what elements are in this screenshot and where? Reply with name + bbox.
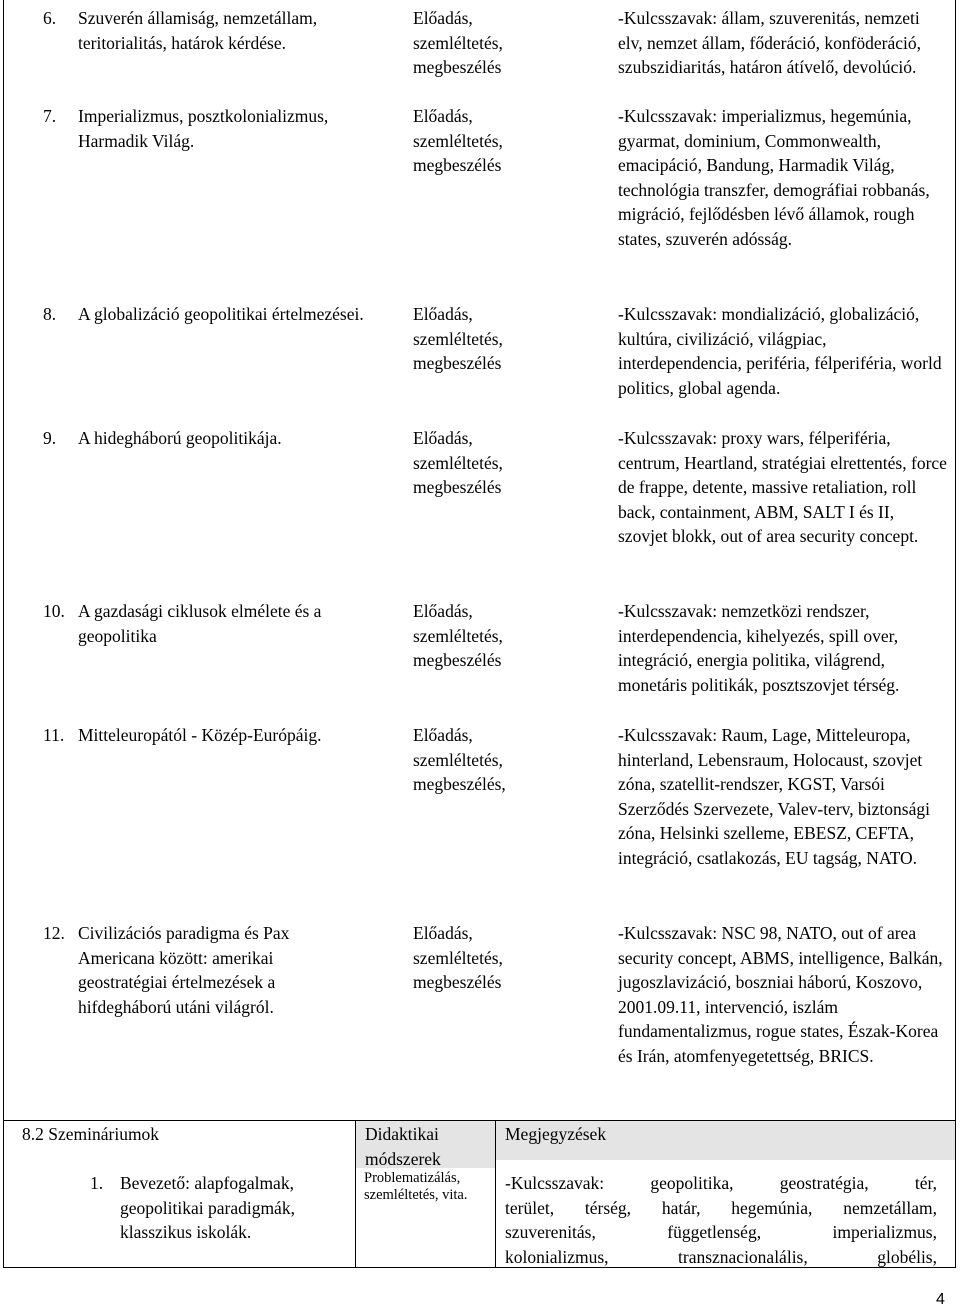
seminar-item-number: 1. xyxy=(90,1173,104,1193)
topic-method: Előadás, szemléltetés, megbeszélés xyxy=(413,428,503,498)
topic-title: 8. A globalizáció geopolitikai értelmezései. xyxy=(43,302,395,327)
topic-method: Előadás, szemléltetés, megbeszélés xyxy=(413,8,503,78)
notes-header: Megjegyzések xyxy=(505,1124,607,1144)
page-number: 4 xyxy=(936,1291,945,1308)
topic-method: Előadás, szemléltetés, megbeszélés xyxy=(413,304,503,374)
topic-title: 7. Imperializmus, posztkolonializmus, Harmadik Világ. xyxy=(43,106,329,151)
seminar-item xyxy=(90,1171,345,1245)
topic-title: 9. A hidegháború geopolitikája. xyxy=(43,426,395,451)
topic-title: 10. A gazdasági ciklusok elmélete és a geopolitika xyxy=(43,601,322,646)
topic-number: 6. xyxy=(43,8,57,28)
topic-notes: -Kulcsszavak: nemzetközi rendszer, interdependencia, kihelyezés, spill over, integráció, energia politika, világrend, monetáris politikák, posztszovjet térség. xyxy=(618,601,900,695)
topic-number: 7. xyxy=(43,106,57,126)
column-divider xyxy=(355,1120,356,1268)
topic-notes: -Kulcsszavak: állam, szuverenitás, nemzeti elv, nemzet állam, főderáció, konföderáció, szubszidiaritás, határon átívelő, devolúció. xyxy=(618,8,922,78)
seminar-header: 8.2 Szemináriumok xyxy=(22,1124,160,1144)
topic-method: Előadás, szemléltetés, megbeszélés xyxy=(413,923,503,993)
topic-notes: -Kulcsszavak: imperializmus, hegemúnia, gyarmat, dominium, Commonwealth, emacipáció, Bandung, Harmadik Világ, technológia transzfer, demográfiai robbanás, migráció, fejlődésben lévő államok, rough states, szuverén adósság. xyxy=(618,106,930,249)
topic-number: 12. xyxy=(43,923,65,943)
topic-title: 11. Mitteleuropától - Közép-Európáig. xyxy=(43,723,395,748)
topic-number: 10. xyxy=(43,601,65,621)
column-divider xyxy=(495,1120,496,1268)
topic-notes: -Kulcsszavak: mondializáció, globalizáció, kultúra, civilizáció, világpiac, interdependencia, periféria, félperiféria, world politics, global agenda. xyxy=(618,304,942,398)
topic-method: Előadás, szemléltetés, megbeszélés, xyxy=(413,725,506,795)
topic-title: 6. Szuverén államiság, nemzetállam, teritorialitás, határok kérdése. xyxy=(43,8,318,53)
seminar-item-method: Problematizálás, szemléltetés, vita. xyxy=(364,1170,468,1203)
topic-title: 12. Civilizációs paradigma és Pax Americana között: amerikai geostratégiai értelmezések a hifdegháború utáni világról. xyxy=(43,923,290,1017)
topic-notes: -Kulcsszavak: proxy wars, félperiféria, centrum, Heartland, stratégiai elrettentés, force de frappe, detente, massive retaliation, roll back, containment, ABM, SALT I és II, szovjet blokk, out of area security concept. xyxy=(618,428,947,547)
method-header: Didaktikai módszerek xyxy=(365,1124,441,1169)
topic-number: 8. xyxy=(43,304,57,324)
seminar-item-title: Bevezető: alapfogalmak, geopolitikai paradigmák, klasszikus iskolák. xyxy=(120,1173,295,1243)
topic-number: 9. xyxy=(43,428,57,448)
topic-notes: -Kulcsszavak: NSC 98, NATO, out of area security concept, ABMS, intelligence, Balkán, jugoszlavizáció, boszniai háború, Koszovo, 2001.09.11, intervenció, iszlám fundamentalizmus, rogue states, Észak-Korea és Irán, atomfenyegetettség, BRICS. xyxy=(618,923,943,1066)
seminar-notes: -Kulcsszavak: geopolitika, geostratégia, tér, terület, térség, határ, hegemúnia, nemzetállam, szuverenitás, függetlenség, imperializmus, kolonializmus, transznacionalális, globélis, xyxy=(505,1173,937,1267)
topic-notes: -Kulcsszavak: Raum, Lage, Mitteleuropa, hinterland, Lebensraum, Holocaust, szovjet zóna, szatellit-rendszer, KGST, Varsói Szerződés Szervezete, Valev-terv, biztonsági zóna, Helsinki szelleme, EBESZ, CEFTA, integráció, csatlakozás, EU tagság, NATO. xyxy=(618,725,930,868)
topic-method: Előadás, szemléltetés, megbeszélés xyxy=(413,106,503,176)
topic-number: 11. xyxy=(43,725,65,745)
topic-method: Előadás, szemléltetés, megbeszélés xyxy=(413,601,503,671)
